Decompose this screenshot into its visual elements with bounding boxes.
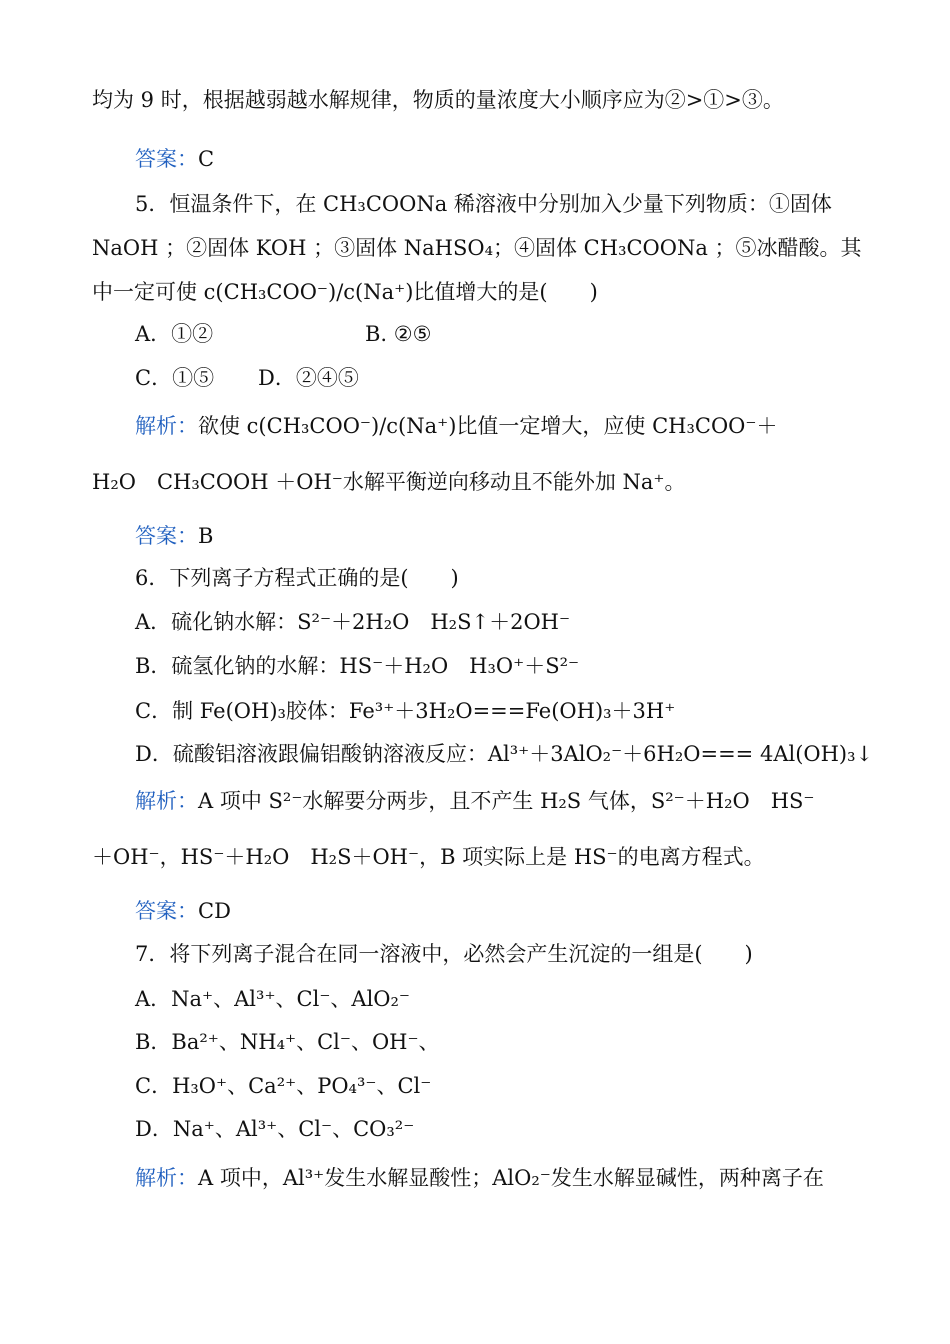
- option-a: A．①②: [135, 322, 214, 346]
- question-6-stem: 6．下列离子方程式正确的是( ): [135, 566, 459, 590]
- section-text: A 项中 S²⁻水解要分两步，且不产生 H₂S 气体，S²⁻＋H₂O HS⁻: [198, 789, 815, 813]
- option-d: D．Na⁺、Al³⁺、Cl⁻、CO₃²⁻: [135, 1117, 415, 1141]
- section-label: 答案：: [135, 899, 198, 923]
- answer-line: [135, 145, 214, 173]
- option-b: B．Ba²⁺、NH₄⁺、Cl⁻、OH⁻、: [135, 1030, 440, 1054]
- option-c: C．①⑤: [135, 366, 215, 390]
- section-label: 解析：: [135, 789, 198, 813]
- answer-line: [135, 522, 213, 550]
- section-text: CD: [198, 899, 231, 923]
- option-b: B．硫氢化钠的水解：HS⁻＋H₂O H₃O⁺＋S²⁻: [135, 654, 580, 678]
- option-d: D．硫酸铝溶液跟偏铝酸钠溶液反应：Al³⁺＋3AlO₂⁻＋6H₂O=== 4Al(OH)₃↓: [135, 742, 874, 766]
- answer-line: [135, 897, 231, 925]
- analysis-line: [135, 1164, 824, 1192]
- section-text: A 项中，Al³⁺发生水解显酸性；AlO₂⁻发生水解显碱性，两种离子在: [198, 1166, 824, 1190]
- option-d: D．②④⑤: [258, 366, 359, 390]
- question-7-stem: 7．将下列离子混合在同一溶液中，必然会产生沉淀的一组是( ): [135, 942, 753, 966]
- question-5-stem: 5．恒温条件下，在 CH₃COONa 稀溶液中分别加入少量下列物质：①固体: [135, 192, 832, 216]
- analysis-line: H₂O CH₃COOH ＋OH⁻水解平衡逆向移动且不能外加 Na⁺。: [92, 470, 686, 494]
- section-label: 解析：: [135, 1166, 198, 1190]
- section-text: C: [198, 147, 215, 171]
- analysis-line: ＋OH⁻，HS⁻＋H₂O H₂S＋OH⁻，B 项实际上是 HS⁻的电离方程式。: [92, 845, 765, 869]
- option-a: A．硫化钠水解：S²⁻＋2H₂O H₂S↑＋2OH⁻: [135, 610, 571, 634]
- question-5-stem: NaOH ；②固体 KOH ；③固体 NaHSO₄；④固体 CH₃COONa ；⑤冰醋酸。其: [92, 236, 862, 260]
- section-text: 欲使 c(CH₃COO⁻)/c(Na⁺)比值一定增大，应使 CH₃COO⁻＋: [198, 414, 778, 438]
- section-text: B: [198, 524, 214, 548]
- analysis-line: [135, 787, 815, 815]
- analysis-line: [135, 412, 777, 440]
- section-label: 答案：: [135, 147, 198, 171]
- section-label: 答案：: [135, 524, 198, 548]
- option-c: C．H₃O⁺、Ca²⁺、PO₄³⁻、Cl⁻: [135, 1074, 432, 1098]
- option-a: A．Na⁺、Al³⁺、Cl⁻、AlO₂⁻: [135, 987, 410, 1011]
- option-b: B. ②⑤: [365, 322, 432, 346]
- question-5-stem: 中一定可使 c(CH₃COO⁻)/c(Na⁺)比值增大的是( ): [92, 280, 598, 304]
- text-line: 均为 9 时，根据越弱越水解规律，物质的量浓度大小顺序应为②>①>③。: [92, 88, 784, 112]
- section-label: 解析：: [135, 414, 198, 438]
- option-c: C．制 Fe(OH)₃胶体：Fe³⁺＋3H₂O===Fe(OH)₃＋3H⁺: [135, 699, 676, 723]
